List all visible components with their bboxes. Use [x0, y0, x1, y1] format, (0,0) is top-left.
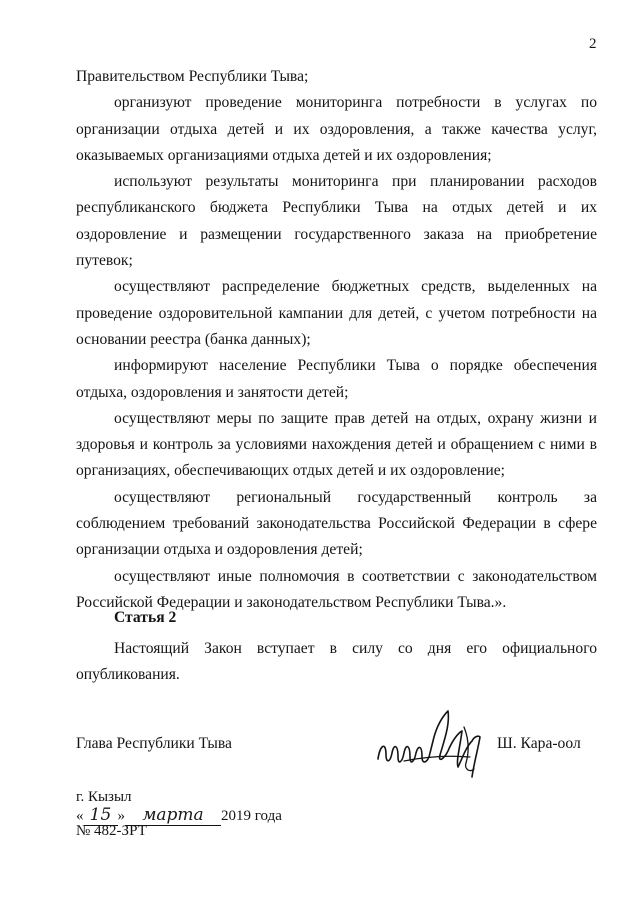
handwritten-signature [374, 697, 494, 785]
page-number: 2 [589, 36, 597, 52]
paragraph: используют результаты мониторинга при планировании расходов республиканского бюджета Республики Тыва на отдых детей и их оздоровление и размещении государственного заказа на приобретение путевок; [76, 173, 597, 270]
date-close-quote: » [117, 808, 125, 824]
paragraph: организуют проведение мониторинга потребности в услугах по организации отдыха детей и их оздоровления, а также качества услуг, оказываемых организациями отдыха детей и их оздоровления; [76, 94, 597, 164]
date-day: 15 [89, 805, 112, 825]
paragraph: осуществляют меры по защите прав детей на отдых, охрану жизни и здоровья и контроль за условиями нахождения детей и обращением с ними в организациях, обеспечивающих отдых детей и их оздоровление; [76, 409, 597, 480]
paragraph: осуществляют иные полномочия в соответствии с законодательством Российской Федерации и законодательством Республики Тыва.». [76, 567, 597, 611]
paragraph: информируют население Республики Тыва о порядке обеспечения отдыха, оздоровления и занятости детей; [76, 357, 597, 401]
date-open-quote: « [76, 808, 84, 824]
signatory-name: Ш. Кара-оол [497, 735, 581, 752]
law-body [76, 64, 597, 616]
paragraph: осуществляют распределение бюджетных средств, выделенных на проведение оздоровительной кампании для детей, с учетом потребности на основании реестра (банка данных); [76, 278, 597, 348]
date-month: марта [142, 805, 204, 825]
article-text: Настоящий Закон вступает в силу со дня его официального опубликования. [76, 640, 597, 684]
law-number: № 482-ЗРТ [76, 823, 147, 839]
date-year: 2019 года [221, 808, 282, 824]
paragraph: осуществляют региональный государственный контроль за соблюдением требований законодательства Российской Федерации в сфере организации отдыха и оздоровления детей; [76, 488, 597, 559]
signatory-position: Глава Республики Тыва [76, 735, 232, 752]
signing-place: г. Кызыл [76, 789, 132, 805]
article-heading: Статья 2 [114, 609, 177, 626]
paragraph: Правительством Республики Тыва; [76, 68, 309, 85]
